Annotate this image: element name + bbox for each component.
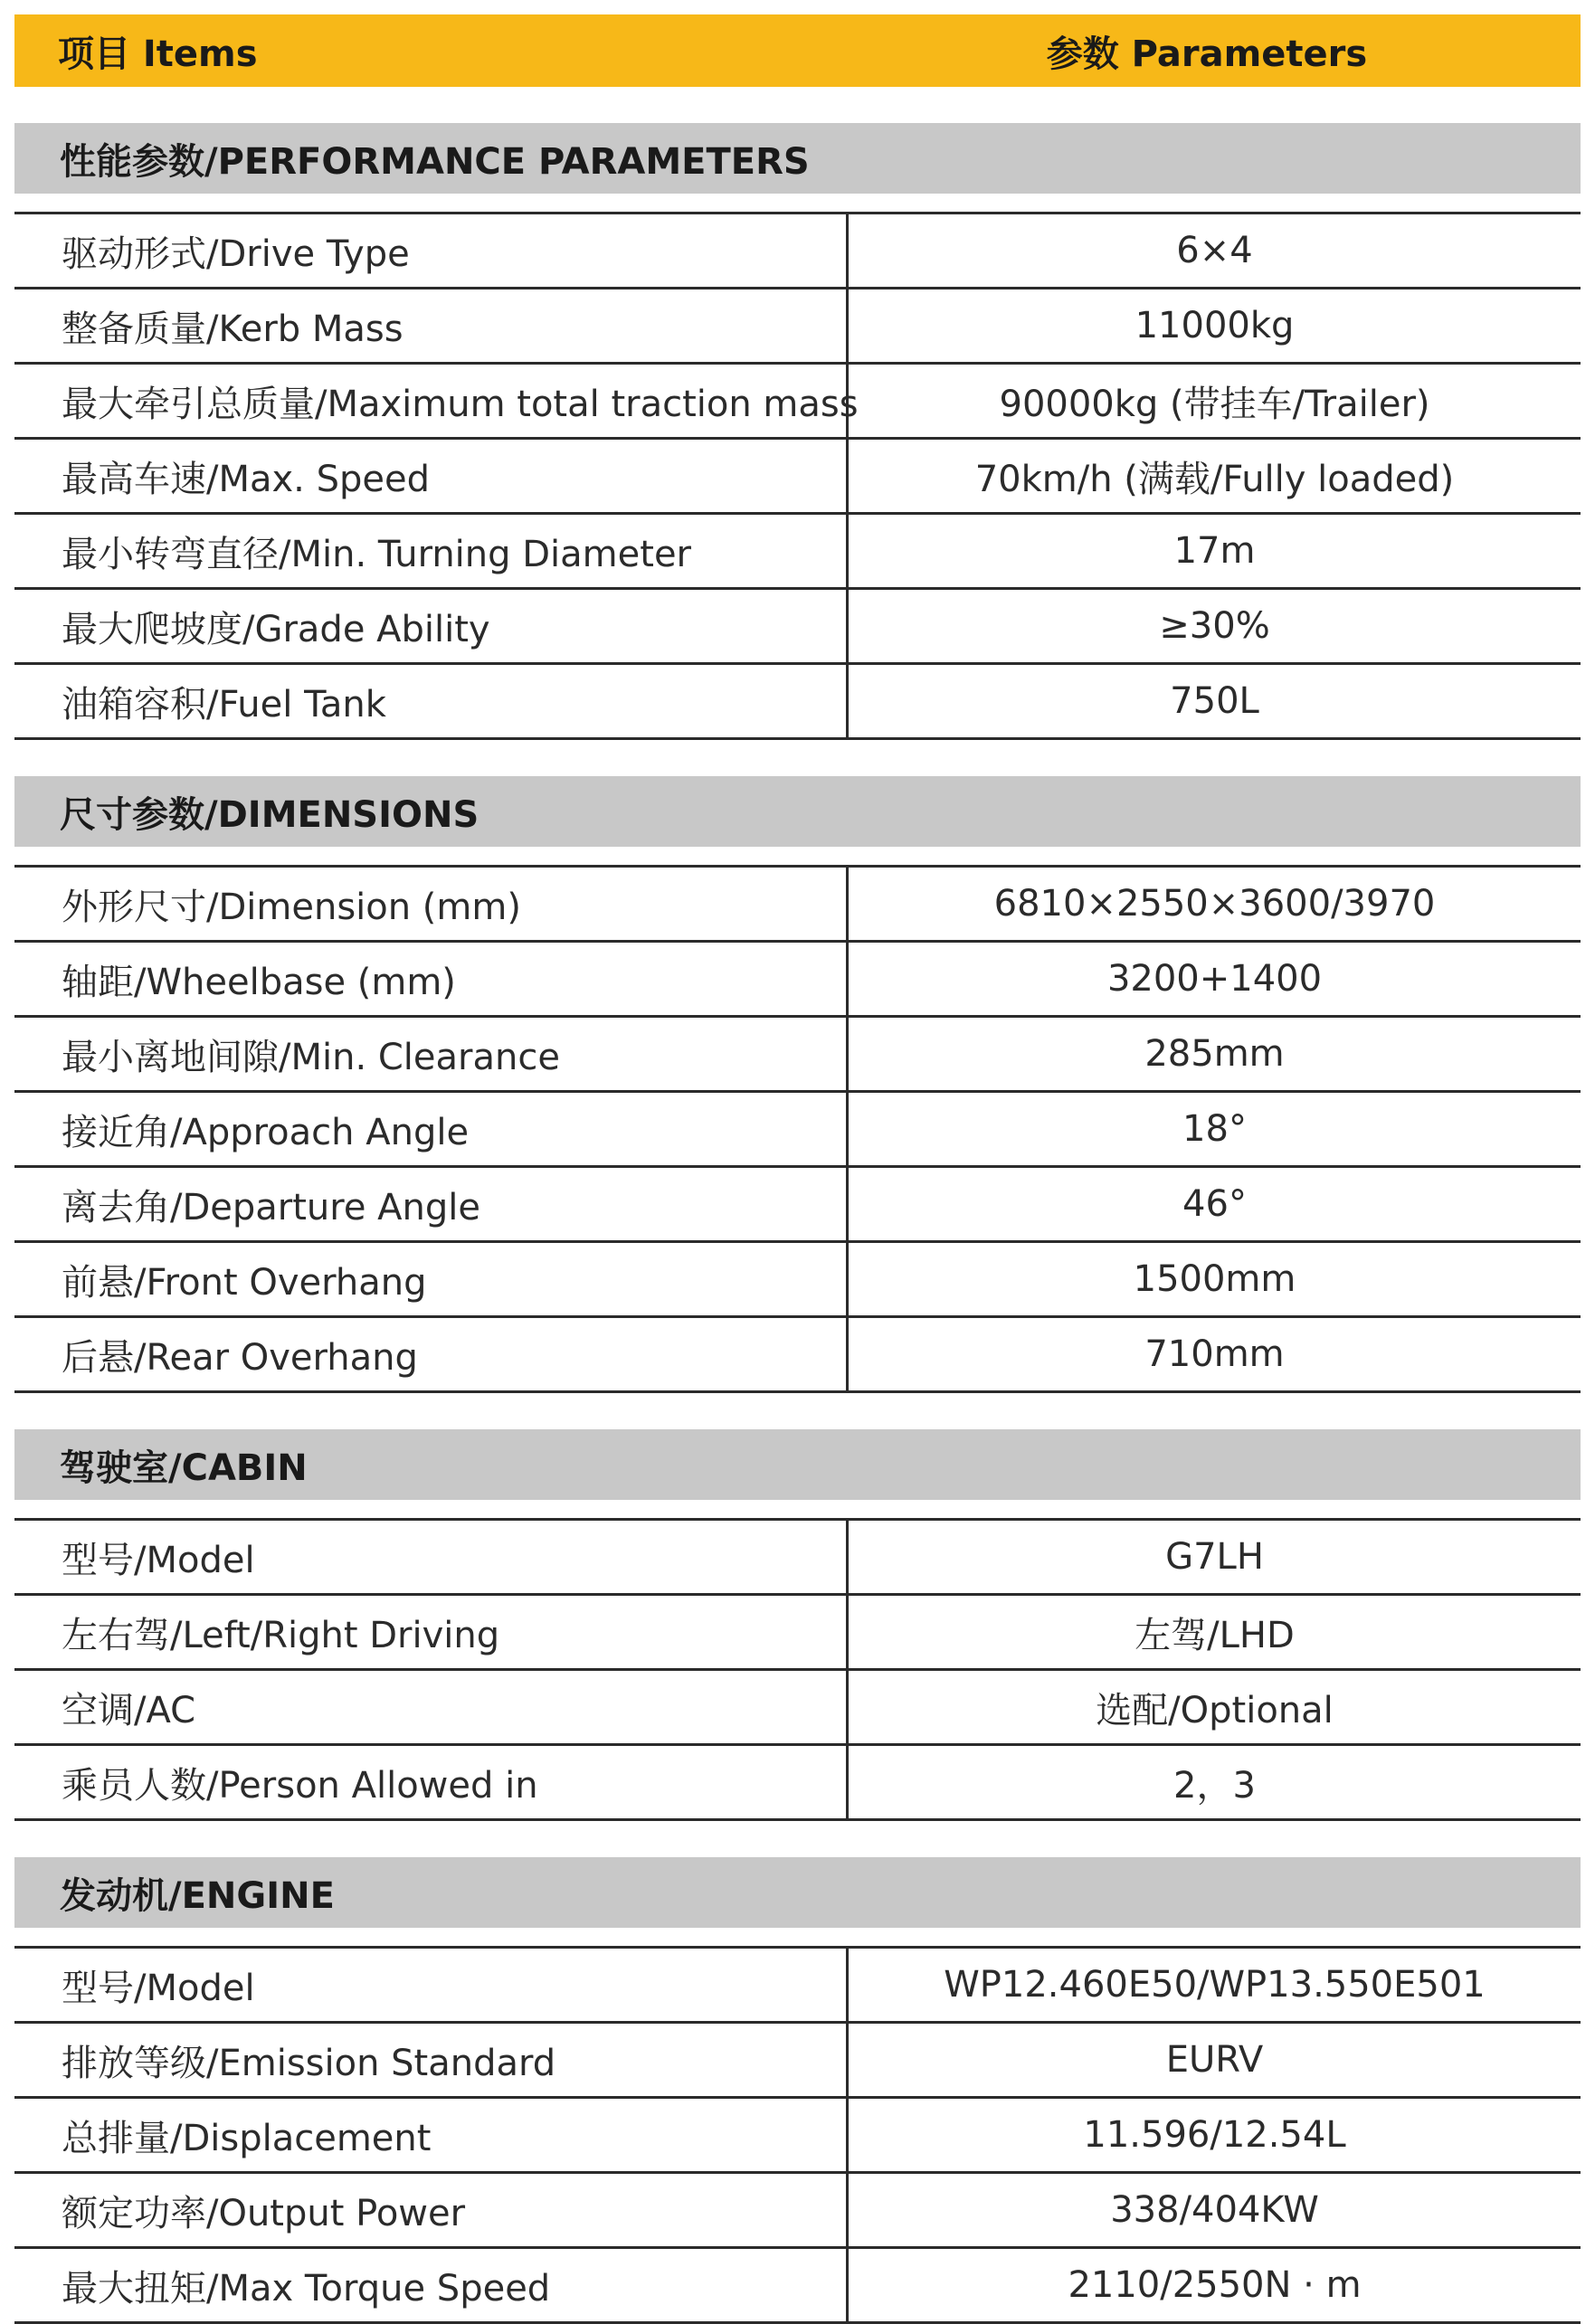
table-row [14,440,1581,515]
row-value: 11000kg [1135,305,1295,346]
table-row [14,2174,1581,2249]
row-label: 整备质量/Kerb Mass [14,289,849,362]
table-row [14,1093,1581,1168]
row-value: ≥30% [1159,605,1270,647]
row-label: 油箱容积/Fuel Tank [14,665,849,737]
table-row [14,1168,1581,1243]
table-row [14,289,1581,365]
table-row [14,1521,1581,1596]
row-label: 型号/Model [14,1949,849,2021]
section-title: 尺寸参数/DIMENSIONS [14,776,1581,847]
section-title: 发动机/ENGINE [14,1857,1581,1928]
table-row [14,868,1581,943]
row-label: 轴距/Wheelbase (mm) [14,943,849,1015]
row-value: 1500mm [1133,1258,1296,1300]
row-value: 17m [1173,530,1256,572]
row-label: 前悬/Front Overhang [14,1243,849,1315]
table-row [14,1746,1581,1821]
row-label: 后悬/Rear Overhang [14,1318,849,1390]
row-value: EURV [1165,2039,1264,2081]
row-value: 70km/h (满载/Fully loaded) [974,458,1455,500]
section-title: 驾驶室/CABIN [14,1429,1581,1500]
table-row [14,665,1581,740]
table-row [14,1318,1581,1393]
row-label: 离去角/Departure Angle [14,1168,849,1240]
row-value: 90000kg (带挂车/Trailer) [999,383,1430,425]
row-value: 3200+1400 [1106,958,1323,1000]
table-header [14,14,1581,87]
row-label: 空调/AC [14,1671,849,1743]
row-label: 最小转弯直径/Min. Turning Diameter [14,515,849,587]
spec-table [14,1518,1581,1821]
table-row [14,1596,1581,1671]
row-value: WP12.460E50/WP13.550E501 [944,1964,1486,2006]
row-label: 最小离地间隙/Min. Clearance [14,1018,849,1090]
row-value: 285mm [1144,1033,1285,1075]
row-value: 2，3 [1173,1764,1256,1807]
row-value: 选配/Optional [1096,1689,1334,1731]
sections-container [14,123,1581,2324]
row-value: 18° [1182,1108,1247,1150]
header-parameters-label: 参数 Parameters [1046,33,1368,75]
row-value: 2110/2550N · m [1068,2264,1362,2306]
table-row [14,1243,1581,1318]
table-row [14,943,1581,1018]
row-value: 6810×2550×3600/3970 [993,883,1436,925]
row-label: 最高车速/Max. Speed [14,440,849,512]
row-label: 驱动形式/Drive Type [14,214,849,287]
row-label: 左右驾/Left/Right Driving [14,1596,849,1668]
table-row [14,1949,1581,2024]
row-value: 6×4 [1176,230,1253,271]
row-value: 338/404KW [1110,2189,1319,2231]
spec-table [14,865,1581,1393]
row-label: 乘员人数/Person Allowed in [14,1746,849,1818]
row-label: 接近角/Approach Angle [14,1093,849,1165]
row-value: 左驾/LHD [1135,1614,1295,1656]
table-row [14,2249,1581,2324]
row-label: 最大扭矩/Max Torque Speed [14,2249,849,2321]
header-items-label: 项目 Items [58,33,258,75]
table-row [14,515,1581,590]
row-value: G7LH [1165,1536,1264,1578]
spec-table [14,1946,1581,2324]
table-row [14,1671,1581,1746]
row-label: 额定功率/Output Power [14,2174,849,2246]
row-label: 外形尺寸/Dimension (mm) [14,868,849,940]
table-row [14,1018,1581,1093]
spec-sheet [14,14,1581,2324]
row-value: 750L [1170,680,1259,722]
row-value: 710mm [1144,1333,1285,1375]
spec-table [14,212,1581,740]
table-row [14,2024,1581,2099]
table-row [14,590,1581,665]
row-label: 型号/Model [14,1521,849,1593]
row-value: 11.596/12.54L [1083,2114,1346,2156]
row-label: 最大牵引总质量/Maximum total traction mass [14,365,849,437]
row-label: 总排量/Displacement [14,2099,849,2171]
table-row [14,214,1581,289]
row-value: 46° [1182,1183,1247,1225]
table-row [14,365,1581,440]
row-label: 最大爬坡度/Grade Ability [14,590,849,662]
row-label: 排放等级/Emission Standard [14,2024,849,2096]
table-row [14,2099,1581,2174]
section-title: 性能参数/PERFORMANCE PARAMETERS [14,123,1581,194]
